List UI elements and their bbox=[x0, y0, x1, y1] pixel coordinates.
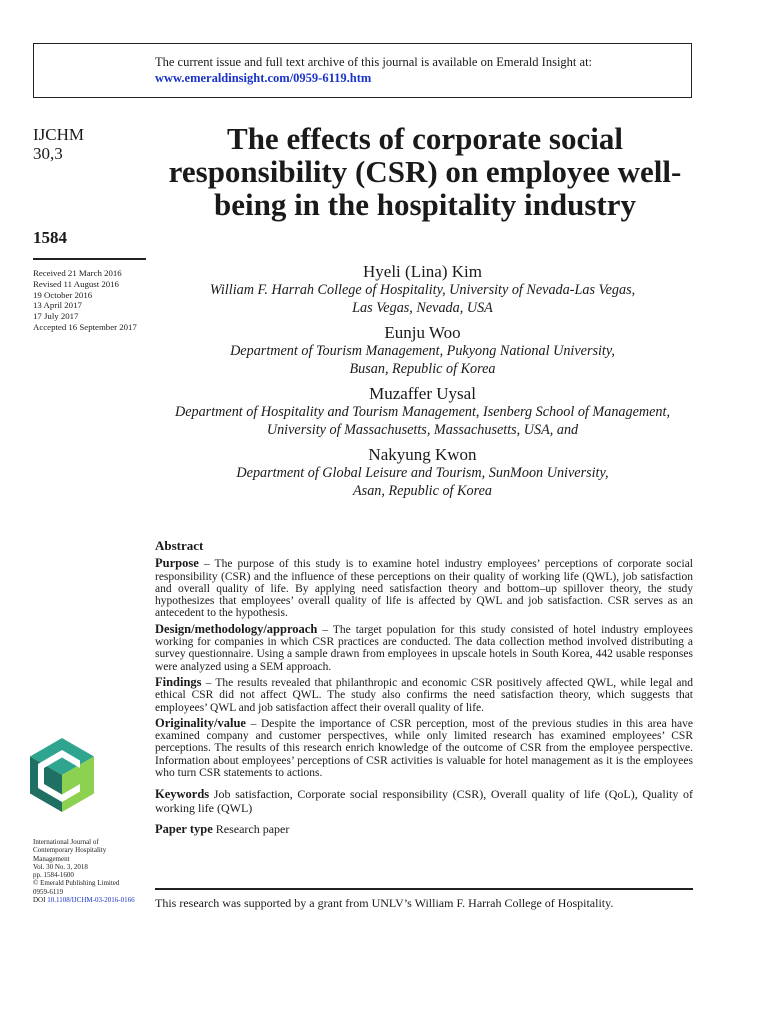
paper-type bbox=[155, 823, 693, 835]
author-block bbox=[150, 262, 695, 317]
journal-abbrev: IJCHM bbox=[33, 125, 85, 144]
doi-link[interactable]: 10.1108/IJCHM-03-2016-0166 bbox=[47, 896, 135, 905]
abstract-text: – Despite the importance of CSR perception, most of the previous studies in this area have examined company and customer perspectives, while only limited research has examined employees’ CSR perceptions. The results of this research enrich knowledge of the outcome of CSR from the employee perspective. Information about employees’ perceptions of CSR activities is valuable for hotel management as it is the employees who turn CSR statements to actions. bbox=[155, 717, 693, 780]
author-affiliation bbox=[150, 465, 695, 500]
pubinfo-line: Management bbox=[33, 854, 70, 863]
abstract-paragraph bbox=[155, 623, 693, 673]
journal-info bbox=[33, 125, 84, 163]
abstract-heading: Abstract bbox=[155, 538, 204, 553]
paper-type-text: Research paper bbox=[212, 822, 290, 837]
pubinfo-line: Vol. 30 No. 3, 2018 bbox=[33, 862, 88, 871]
author-name: Hyeli (Lina) Kim bbox=[363, 262, 482, 281]
publication-info bbox=[33, 838, 153, 904]
paper-title: The effects of corporate social responsibility (CSR) on employee well-being in the hospitality industry bbox=[168, 121, 682, 222]
keywords-text: Job satisfaction, Corporate social responsibility (CSR), Overall quality of life (QoL), Quality of working life (QWL) bbox=[155, 787, 693, 816]
doi-line bbox=[33, 896, 153, 904]
abstract-label: Originality/value bbox=[155, 715, 246, 730]
paper-type-label: Paper type bbox=[155, 822, 213, 837]
abstract-paragraph bbox=[155, 557, 693, 619]
pubinfo-line: Contemporary Hospitality bbox=[33, 846, 107, 855]
date-line: Received 21 March 2016 bbox=[33, 268, 122, 278]
pubinfo-line: © Emerald Publishing Limited bbox=[33, 879, 120, 888]
author-block bbox=[150, 384, 695, 439]
affiliation-line: Las Vegas, Nevada, USA bbox=[352, 299, 493, 316]
page-number: 1584 bbox=[33, 228, 67, 247]
abstract-paragraph bbox=[155, 676, 693, 714]
journal-volume: 30,3 bbox=[33, 144, 63, 163]
archive-notice-box bbox=[33, 43, 692, 98]
abstract-label: Design/methodology/approach bbox=[155, 621, 318, 636]
author-name: Nakyung Kwon bbox=[368, 445, 477, 464]
author-affiliation bbox=[150, 404, 695, 439]
affiliation-line: University of Massachusetts, Massachusetts, USA, and bbox=[266, 421, 579, 438]
abstract-paragraph bbox=[155, 717, 693, 779]
affiliation-line: Department of Global Leisure and Tourism, SunMoon University, bbox=[236, 465, 609, 481]
date-line: 13 April 2017 bbox=[33, 300, 82, 311]
emerald-logo-icon bbox=[30, 738, 94, 812]
affiliation-line: Department of Tourism Management, Pukyong National University, bbox=[230, 343, 615, 359]
date-line: Accepted 16 September 2017 bbox=[33, 321, 137, 332]
affiliation-line: Asan, Republic of Korea bbox=[353, 482, 492, 499]
pubinfo-line: International Journal of bbox=[33, 838, 99, 846]
author-affiliation bbox=[150, 343, 695, 378]
affiliation-line: Busan, Republic of Korea bbox=[349, 360, 496, 377]
author-list bbox=[150, 262, 695, 506]
date-line: 19 October 2016 bbox=[33, 289, 93, 300]
journal-url-link[interactable]: www.emeraldinsight.com/0959-6119.htm bbox=[155, 71, 372, 85]
doi-label: DOI bbox=[33, 896, 46, 905]
abstract-label: Findings bbox=[155, 674, 202, 689]
author-block bbox=[150, 445, 695, 500]
author-affiliation bbox=[150, 282, 695, 317]
keywords-label: Keywords bbox=[155, 787, 210, 802]
archive-notice-text: The current issue and full text archive of this journal is available on Emerald Insight at: bbox=[155, 55, 593, 69]
pubinfo-line: 0959-6119 bbox=[33, 887, 64, 896]
affiliation-line: Department of Hospitality and Tourism Management, Isenberg School of Management, bbox=[174, 404, 671, 420]
author-name: Muzaffer Uysal bbox=[369, 384, 476, 403]
keywords bbox=[155, 787, 693, 815]
date-line: 17 July 2017 bbox=[33, 311, 79, 322]
abstract-section bbox=[155, 540, 693, 836]
date-line: Revised 11 August 2016 bbox=[33, 278, 119, 289]
abstract-text: – The results revealed that philanthropic and economic CSR positively affected QWL, while legal and ethical CSR did not affect QWL. The study also confirms the need satisfaction theory, which suggests that employees’ QWL and job satisfaction affect their overall quality of life. bbox=[155, 676, 693, 714]
abstract-text: – The target population for this study consisted of hotel industry employees working for companies in which CSR practices are conducted. The data collection method involved distributing a survey questionnaire. Using a sample drawn from employees in upscale hotels in South Korea, 442 usable responses were analyzed using a SEM approach. bbox=[155, 623, 693, 673]
abstract-text: – The purpose of this study is to examine hotel industry employees’ perceptions of corporate social responsibility (CSR) and the influence of these perceptions on their quality of working life (QWL), job satisfaction and overall quality of life. By applying need satisfaction theory and bottom–up spillover theory, the study hypothesizes that employees’ overall quality of life is affected by QWL and job satisfaction. CSR serves as an antecedent to the hypothesis. bbox=[155, 558, 693, 620]
submission-dates bbox=[33, 268, 137, 333]
author-name: Eunju Woo bbox=[384, 323, 461, 342]
left-divider bbox=[33, 258, 146, 260]
author-block bbox=[150, 323, 695, 378]
pubinfo-line: pp. 1584-1600 bbox=[33, 871, 74, 880]
affiliation-line: William F. Harrah College of Hospitality, University of Nevada-Las Vegas, bbox=[209, 282, 636, 298]
footnote-divider bbox=[155, 888, 693, 890]
abstract-label: Purpose bbox=[155, 556, 199, 571]
funding-footnote: This research was supported by a grant from UNLV’s William F. Harrah College of Hospitality. bbox=[155, 896, 614, 910]
